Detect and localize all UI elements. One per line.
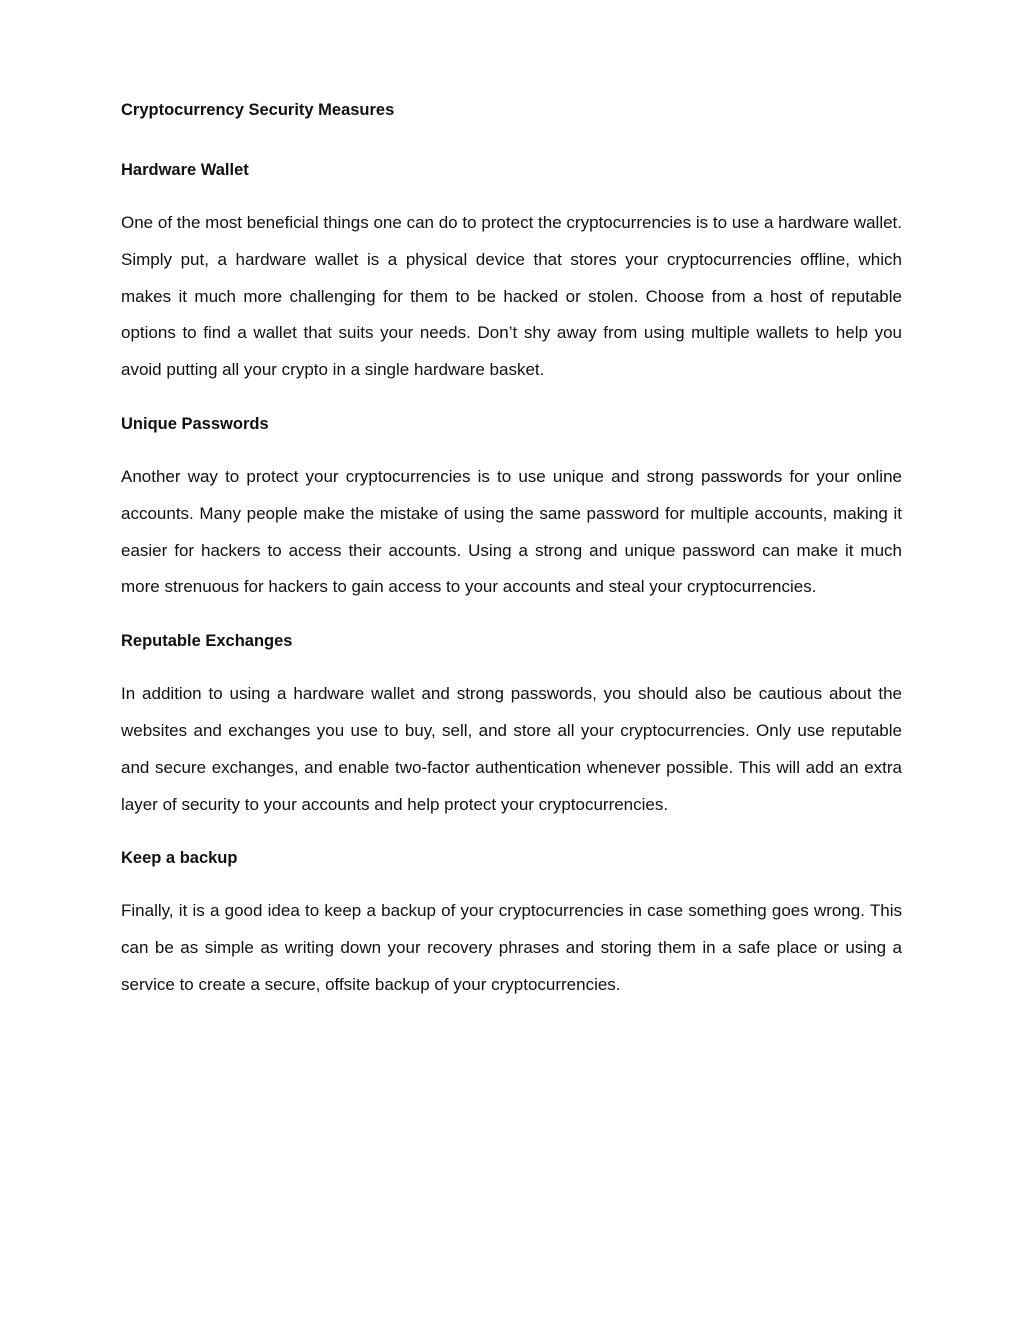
section-heading: Reputable Exchanges [121,632,293,651]
section-hardware-wallet [121,158,902,389]
section-heading: Keep a backup [121,849,238,868]
section-reputable-exchanges [121,629,902,823]
section-heading: Unique Passwords [121,414,269,433]
section-keep-a-backup [121,846,902,1003]
section-body: Finally, it is a good idea to keep a backup of your cryptocurrencies in case something goes wrong. This can be as simple as writing down your recovery phrases and storing them in a safe place or using a service to create a secure, offsite backup of your cryptocurrencies. [121,901,902,994]
document-page [121,98,902,1004]
section-body: One of the most beneficial things one can do to protect the cryptocurrencies is to use a hardware wallet. Simply put, a hardware wallet is a physical device that stores your cryptocurrencies offline, which makes it much more challenging for them to be hacked or stolen. Choose from a host of reputable options to find a wallet that suits your needs. Don’t shy away from using multiple wallets to help you avoid putting all your crypto in a single hardware basket. [121,213,902,380]
section-unique-passwords [121,412,902,606]
section-heading: Hardware Wallet [121,161,249,179]
section-body: In addition to using a hardware wallet and strong passwords, you should also be cautious about the websites and exchanges you use to buy, sell, and store all your cryptocurrencies. Only use reputable and secure exchanges, and enable two-factor authentication whenever possible. This will add an extra layer of security to your accounts and help protect your cryptocurrencies. [121,684,902,814]
document-title: Cryptocurrency Security Measures [121,101,395,119]
section-body: Another way to protect your cryptocurrencies is to use unique and strong passwords for your online accounts. Many people make the mistake of using the same password for multiple accounts, making it easier for hackers to access their accounts. Using a strong and unique password can make it much more strenuous for hackers to gain access to your accounts and steal your cryptocurrencies. [121,466,902,597]
